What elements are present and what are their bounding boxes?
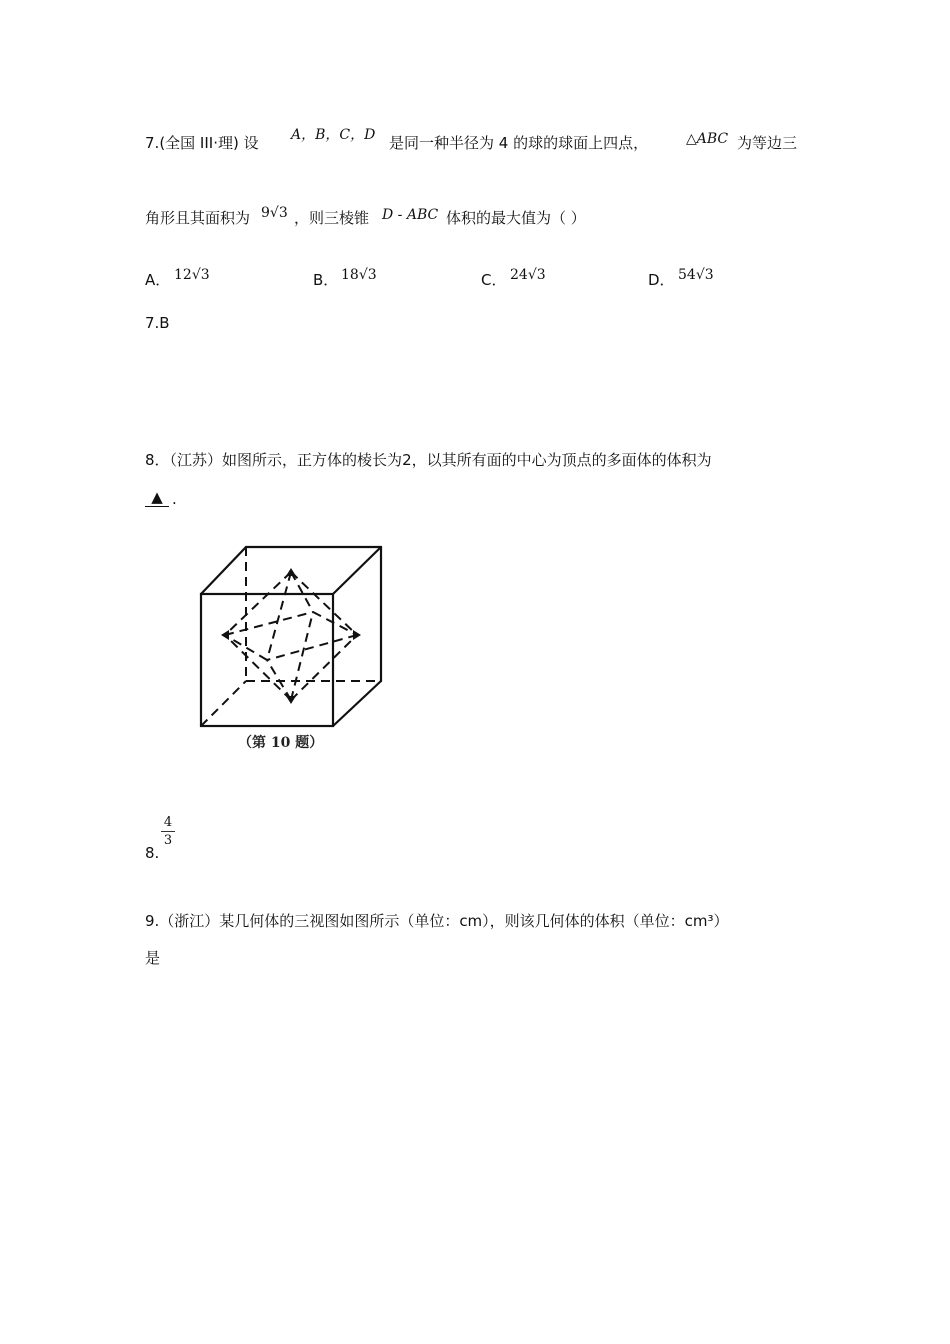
q7-line1: [145, 133, 259, 153]
q7-text2: 为等边三: [737, 134, 798, 152]
q7-text5: 体积的最大值为（ ）: [446, 209, 586, 227]
q8-blank-triangle: ▲: [151, 488, 163, 506]
q8-period: .: [172, 490, 177, 508]
q8-answer-numerator: 4: [163, 815, 173, 830]
cube-octahedron-figure: [195, 538, 390, 760]
q7-area: 9√3: [261, 205, 288, 221]
q7-source: (全国 III·理): [159, 134, 239, 152]
q7-option-a-label: A．: [145, 271, 171, 289]
q8-blank: [145, 488, 169, 507]
q7-triangle: △ABC: [686, 131, 729, 147]
q8-line1: [145, 450, 712, 470]
q8-number: 8．: [145, 451, 170, 469]
q9-line1: 9.（浙江）某几何体的三视图如图所示（单位：cm），则该几何体的体积（单位：cm³）: [145, 912, 729, 930]
q8-edge: 2: [402, 451, 412, 469]
q7-option-b-value: 18√3: [341, 267, 377, 283]
q8-answer-fraction: [161, 815, 175, 848]
q8-text2: ，以其所有面的中心为顶点的多面体的体积为: [411, 451, 712, 469]
q7-text1: 是同一种半径为 4 的球的球面上四点，: [389, 134, 649, 152]
q7-option-d-value: 54√3: [678, 267, 714, 283]
q7-option-b-label: B．: [313, 271, 339, 289]
q8-answer-denominator: 3: [163, 833, 173, 848]
q8-text1: （江苏）如图所示，正方体的棱长为: [169, 451, 403, 469]
q7-text4: ，则三棱锥: [294, 209, 370, 227]
q7-option-a-value: 12√3: [174, 267, 210, 283]
q7-text3: 角形且其面积为: [145, 209, 251, 227]
fraction-bar: [161, 831, 175, 832]
q8-answer-prefix: 8.: [145, 844, 160, 862]
q7-pyramid: D - ABC: [382, 207, 439, 223]
q7-option-c-label: C．: [481, 271, 507, 289]
q7-points: A，B，C，D: [291, 127, 376, 143]
figure-caption: （第 10 题）: [238, 735, 324, 751]
q7-lead: 设: [243, 134, 259, 152]
q9-line2: 是: [145, 949, 161, 967]
q7-option-c-value: 24√3: [510, 267, 546, 283]
q7-number: 7.: [145, 134, 160, 152]
q7-option-d-label: D．: [648, 271, 675, 289]
q7-answer: 7.B: [145, 314, 170, 332]
